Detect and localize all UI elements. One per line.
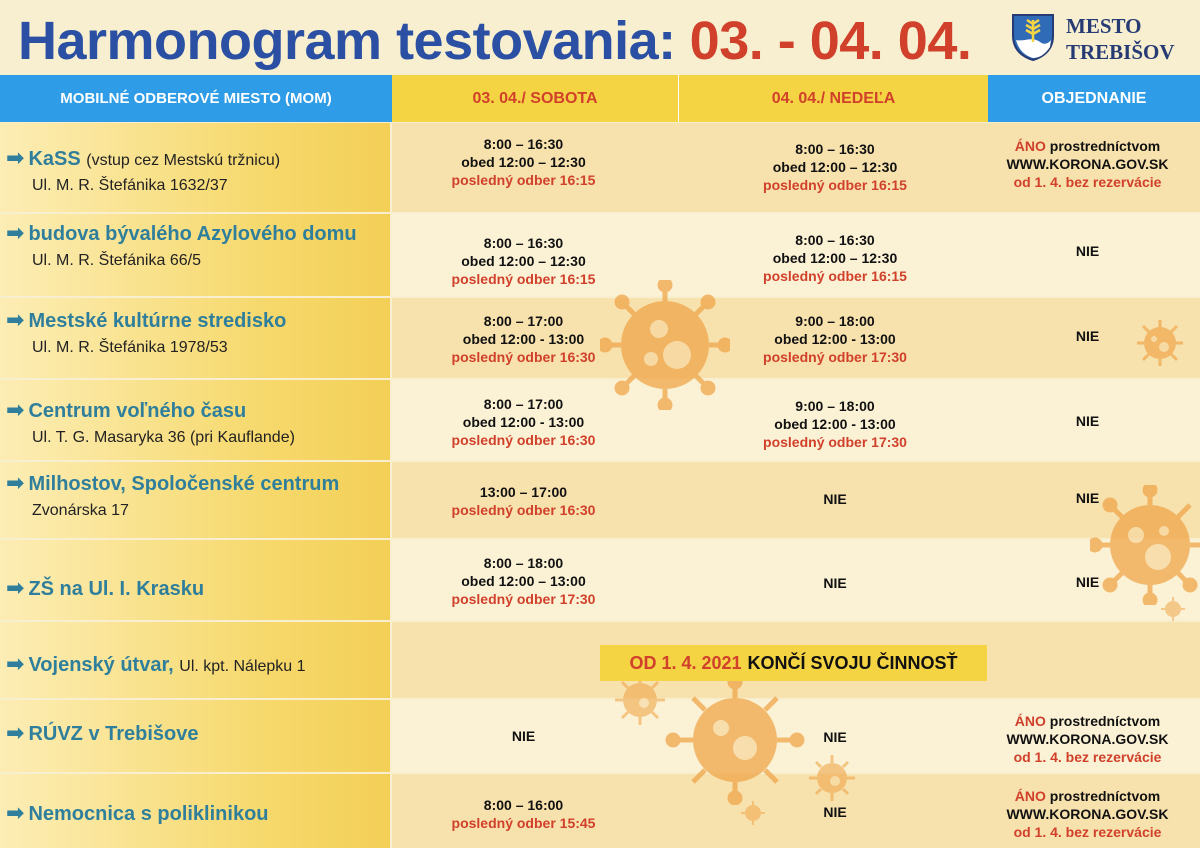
- saturday-hours: [392, 135, 655, 189]
- table-row: [0, 462, 1200, 538]
- booking-no: NIE: [1075, 574, 1100, 590]
- lunch-break: obed 12:00 – 12:30: [772, 159, 898, 175]
- location-name-text: Nemocnica s poliklinikou: [28, 803, 269, 825]
- hours: 8:00 – 16:30: [483, 136, 564, 152]
- last-sample: posledný odber 16:15: [451, 271, 596, 287]
- closed: NIE: [823, 804, 847, 820]
- closure-banner: [600, 645, 987, 681]
- hours: 9:00 – 18:00: [795, 398, 875, 414]
- title-main: Harmonogram testovania:: [18, 11, 676, 71]
- arrow-right-icon: ➡: [6, 145, 25, 170]
- sunday-hours: [700, 397, 970, 451]
- location-name-text: Mestské kultúrne stredisko: [28, 310, 287, 332]
- hours: 9:00 – 18:00: [795, 313, 875, 329]
- table-row: [0, 700, 1200, 772]
- hours: 8:00 – 16:00: [483, 797, 564, 813]
- header-saturday: 03. 04./ SOBOTA: [392, 75, 679, 122]
- saturday-hours: [392, 554, 655, 608]
- saturday-hours: [392, 796, 655, 832]
- virus-icon: [1135, 318, 1185, 368]
- last-sample: posledný odber 16:30: [451, 432, 596, 448]
- hours: 8:00 – 17:00: [483, 313, 564, 329]
- lunch-break: obed 12:00 - 13:00: [774, 416, 896, 432]
- header-mom: MOBILNÉ ODBEROVÉ MIESTO (MOM): [0, 75, 392, 122]
- city-logo: [1010, 10, 1190, 70]
- header-sunday: 04. 04./ NEDEĽA: [679, 75, 988, 122]
- booking-info: [985, 412, 1190, 430]
- last-sample: posledný odber 16:30: [451, 349, 596, 365]
- booking-no: NIE: [1075, 243, 1100, 259]
- booking-via: prostredníctvom: [1049, 788, 1161, 804]
- closed: NIE: [823, 729, 847, 745]
- arrow-right-icon: ➡: [6, 220, 25, 245]
- booking-note: od 1. 4. bez rezervácie: [1013, 174, 1162, 190]
- lunch-break: obed 12:00 - 13:00: [462, 414, 585, 430]
- closure-date: OD 1. 4. 2021: [629, 652, 742, 673]
- location-address: Ul. M. R. Štefánika 1978/53: [32, 339, 228, 356]
- booking-yes: ÁNO: [1014, 713, 1046, 729]
- sunday-hours: [700, 140, 970, 194]
- location-name-text: Vojenský útvar,: [28, 654, 174, 676]
- arrow-right-icon: ➡: [6, 307, 25, 332]
- lunch-break: obed 12:00 - 13:00: [462, 331, 585, 347]
- arrow-right-icon: ➡: [6, 800, 25, 825]
- booking-via: prostredníctvom: [1049, 138, 1161, 154]
- saturday-hours: [392, 727, 655, 745]
- location-name: [6, 800, 269, 826]
- closure-text: KONČÍ SVOJU ČINNOSŤ: [747, 652, 958, 673]
- coat-of-arms-icon: [1010, 12, 1056, 62]
- virus-icon: [600, 280, 730, 410]
- closed: NIE: [511, 728, 536, 744]
- last-sample: posledný odber 16:15: [763, 177, 907, 193]
- booking-info: [985, 242, 1190, 260]
- hours: 13:00 – 17:00: [479, 484, 568, 500]
- booking-url: WWW.KORONA.GOV.SK: [1006, 156, 1169, 172]
- location-name: [6, 651, 306, 677]
- virus-icon: [740, 800, 766, 826]
- booking-url: WWW.KORONA.GOV.SK: [1006, 806, 1169, 822]
- hours: 8:00 – 18:00: [483, 555, 564, 571]
- lunch-break: obed 12:00 – 12:30: [461, 253, 586, 269]
- hours: 8:00 – 16:30: [483, 235, 564, 251]
- table-row: [0, 774, 1200, 848]
- location-extra: (vstup cez Mestskú tržnicu): [86, 152, 281, 169]
- table-row: [0, 123, 1200, 212]
- location-address: Ul. M. R. Štefánika 66/5: [32, 252, 201, 269]
- virus-icon: [660, 675, 810, 805]
- arrow-right-icon: ➡: [6, 397, 25, 422]
- closed: NIE: [823, 575, 847, 591]
- last-sample: posledný odber 16:30: [451, 502, 596, 518]
- booking-yes: ÁNO: [1014, 138, 1046, 154]
- sunday-hours: [700, 312, 970, 366]
- location-name-text: budova bývalého Azylového domu: [28, 223, 357, 245]
- booking-note: od 1. 4. bez rezervácie: [1013, 824, 1162, 840]
- sunday-hours: [700, 490, 970, 508]
- virus-icon: [806, 752, 858, 804]
- location-name: [6, 470, 339, 496]
- location-address: Ul. M. R. Štefánika 1632/37: [32, 177, 228, 194]
- location-address: Ul. T. G. Masaryka 36 (pri Kauflande): [32, 429, 295, 446]
- last-sample: posledný odber 17:30: [763, 349, 907, 365]
- hours: 8:00 – 16:30: [795, 232, 875, 248]
- saturday-hours: [392, 483, 655, 519]
- booking-url: WWW.KORONA.GOV.SK: [1006, 731, 1169, 747]
- hours: 8:00 – 17:00: [483, 396, 564, 412]
- page-title: [18, 6, 971, 76]
- location-name-text: Milhostov, Spoločenské centrum: [28, 473, 340, 495]
- booking-info: [985, 712, 1190, 766]
- sunday-hours: [700, 231, 970, 285]
- booking-info: [985, 137, 1190, 191]
- booking-via: prostredníctvom: [1049, 713, 1161, 729]
- closed: NIE: [823, 491, 847, 507]
- virus-icon: [1090, 485, 1200, 605]
- last-sample: posledný odber 16:15: [451, 172, 596, 188]
- location-name: [6, 307, 286, 333]
- location-name: [6, 220, 357, 246]
- logo-line-1: MESTO: [1066, 14, 1142, 38]
- header-objednanie: OBJEDNANIE: [988, 75, 1200, 122]
- location-name-text: RÚVZ v Trebišove: [28, 723, 199, 745]
- lunch-break: obed 12:00 – 12:30: [461, 154, 586, 170]
- arrow-right-icon: ➡: [6, 720, 25, 745]
- logo-line-2: TREBIŠOV: [1066, 40, 1175, 64]
- sunday-hours: [700, 574, 970, 592]
- booking-no: NIE: [1075, 328, 1100, 344]
- virus-icon: [1160, 596, 1186, 622]
- lunch-break: obed 12:00 - 13:00: [774, 331, 896, 347]
- table-row: [0, 540, 1200, 620]
- location-name-text: KaSS: [28, 148, 81, 170]
- location-name: [6, 575, 204, 601]
- last-sample: posledný odber 16:15: [763, 268, 907, 284]
- location-name: [6, 397, 246, 423]
- booking-no: NIE: [1075, 490, 1100, 506]
- title-dates: 03. - 04. 04.: [689, 11, 972, 71]
- booking-note: od 1. 4. bez rezervácie: [1013, 749, 1162, 765]
- arrow-right-icon: ➡: [6, 575, 25, 600]
- location-name-text: ZŠ na Ul. I. Krasku: [28, 578, 205, 600]
- booking-info: [985, 787, 1190, 841]
- lunch-break: obed 12:00 – 13:00: [461, 573, 586, 589]
- lunch-break: obed 12:00 – 12:30: [772, 250, 898, 266]
- location-name: [6, 145, 280, 171]
- last-sample: posledný odber 17:30: [763, 434, 907, 450]
- location-address: Zvonárska 17: [32, 502, 129, 519]
- arrow-right-icon: ➡: [6, 651, 25, 676]
- booking-no: NIE: [1075, 413, 1100, 429]
- location-extra: Ul. kpt. Nálepku 1: [179, 658, 306, 675]
- arrow-right-icon: ➡: [6, 470, 25, 495]
- location-name-text: Centrum voľného času: [28, 400, 247, 422]
- booking-yes: ÁNO: [1014, 788, 1046, 804]
- hours: 8:00 – 16:30: [795, 141, 875, 157]
- last-sample: posledný odber 15:45: [451, 815, 596, 831]
- last-sample: posledný odber 17:30: [451, 591, 596, 607]
- location-name: [6, 720, 199, 746]
